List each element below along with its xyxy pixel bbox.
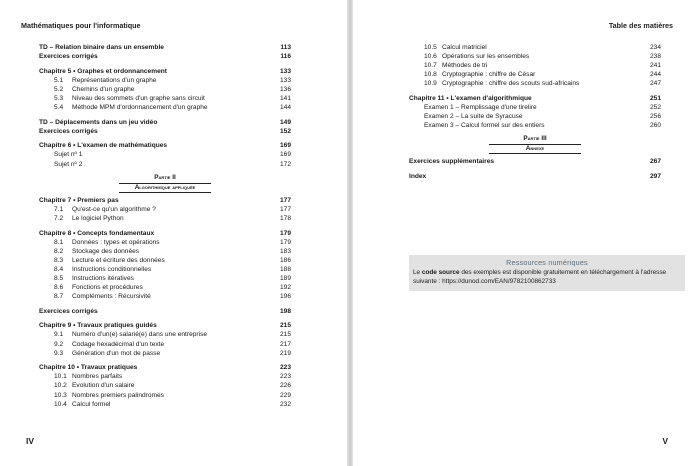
toc-page-number: 256 xyxy=(649,113,661,121)
toc-title xyxy=(54,265,267,274)
toc-page-number: 192 xyxy=(279,284,291,292)
toc-page-number: 188 xyxy=(279,265,291,273)
toc-page-number: 251 xyxy=(649,94,661,102)
toc-title-text: Chapitre 11 • L'examen d'algorithmique xyxy=(409,94,532,102)
toc-subentry xyxy=(409,52,661,61)
page-number: IV xyxy=(26,436,35,446)
toc-title xyxy=(54,256,267,265)
toc-title xyxy=(409,157,637,166)
toc-page-number: 297 xyxy=(649,173,661,181)
toc-page-number: 178 xyxy=(279,214,291,222)
toc-page-number: 215 xyxy=(279,331,291,339)
toc-title xyxy=(424,43,637,52)
toc-title xyxy=(39,67,267,76)
toc-page-number: 198 xyxy=(279,307,291,315)
toc-title xyxy=(54,94,267,103)
toc-title-text: Méthodes de tri xyxy=(442,62,488,70)
toc-section-number: 10.8 xyxy=(424,71,437,79)
toc-title-text: Instructions conditionnelles xyxy=(72,265,152,273)
toc-title-text: Exercices supplémentaires xyxy=(409,158,495,166)
toc-entry xyxy=(39,321,291,330)
toc-entry xyxy=(39,196,291,205)
toc-page-number: 183 xyxy=(279,247,291,255)
toc-subentry xyxy=(39,247,291,256)
toc-section-number: 10.4 xyxy=(54,400,67,408)
toc-title-text: Examen 2 – La suite de Syracuse xyxy=(424,113,523,121)
toc-title-text: Chapitre 6 • L'examen de mathématiques xyxy=(39,142,168,150)
toc-title-text: TD – Déplacements dans un jeu vidéo xyxy=(39,118,158,126)
toc-title-text: Qu'est-ce qu'un algorithme ? xyxy=(72,205,156,213)
toc-section-number: 10.3 xyxy=(54,391,67,399)
toc-section-number: 5.4 xyxy=(54,104,64,112)
toc-title-text: Fonctions et procédures xyxy=(72,284,143,292)
toc-title xyxy=(54,330,267,339)
toc-page-number: 177 xyxy=(279,196,291,204)
toc-page-number: 219 xyxy=(279,349,291,357)
toc-title-text: Examen 3 – Calcul formel sur des entiers xyxy=(424,122,545,130)
toc-title xyxy=(54,274,267,283)
toc-title xyxy=(54,85,267,94)
toc-subentry xyxy=(409,61,661,70)
toc-title xyxy=(54,150,267,159)
toc-title-text: Nombres parfaits xyxy=(72,373,123,381)
toc-page-number: 223 xyxy=(279,364,291,372)
toc-section-number: 10.7 xyxy=(424,62,437,70)
toc-title-text: Cryptographie : chiffre des scouts sud-africains xyxy=(442,80,580,88)
toc-subentry xyxy=(39,265,291,274)
toc-subentry xyxy=(39,103,291,112)
toc-title-text: Examen 1 – Remplissage d'une tirelire xyxy=(424,104,537,112)
toc-title-text: Opérations sur les ensembles xyxy=(442,53,530,61)
toc-page-number: 223 xyxy=(279,373,291,381)
toc-subentry xyxy=(39,391,291,400)
toc-entry xyxy=(39,229,291,238)
toc-page-number: 113 xyxy=(280,44,291,51)
toc-title xyxy=(54,349,267,358)
running-head: Table des matières xyxy=(608,21,673,30)
toc-section-number: 10.9 xyxy=(424,80,437,88)
toc-title-text: Sujet nº 2 xyxy=(54,160,83,168)
resources-box xyxy=(409,255,685,291)
toc-page-number: 260 xyxy=(649,122,661,130)
toc-subentry xyxy=(409,103,661,112)
toc-title xyxy=(54,238,267,247)
toc-title-text: Exercices corrigés xyxy=(39,127,98,135)
page-number: V xyxy=(662,436,668,446)
toc-subentry xyxy=(39,274,291,283)
toc-page-number: 133 xyxy=(279,76,291,84)
toc-title-text: Nombres premiers palindromes xyxy=(72,391,164,399)
toc-title-text: Méthode MPM d'ordonnancement d'un graphe xyxy=(72,104,208,112)
toc-subentry xyxy=(39,150,291,159)
toc-title xyxy=(409,172,637,181)
toc-section-number: 8.6 xyxy=(54,284,64,292)
toc-title xyxy=(54,76,267,85)
toc-title xyxy=(39,52,267,61)
toc-section xyxy=(409,157,661,181)
toc-title xyxy=(424,112,637,121)
toc-title-text: Instructions itératives xyxy=(72,274,134,282)
toc-subentry xyxy=(409,121,661,130)
toc-title-text: Index xyxy=(409,173,427,181)
toc-title-text: Chapitre 7 • Premiers pas xyxy=(39,196,119,204)
toc-title xyxy=(54,292,267,301)
toc-section xyxy=(39,196,291,409)
toc-page-number: 215 xyxy=(279,322,291,330)
toc-subentry xyxy=(409,79,661,88)
toc-section-number: 8.7 xyxy=(54,293,64,301)
toc-subentry xyxy=(39,340,291,349)
toc-subentry xyxy=(39,292,291,301)
toc-title-text: Chemins d'un graphe xyxy=(72,85,135,93)
toc-entry xyxy=(39,127,291,136)
toc-section-number: 8.2 xyxy=(54,247,64,255)
toc-subentry xyxy=(409,70,661,79)
running-head: Mathématiques pour l'informatique xyxy=(21,21,141,30)
toc-page-number: 141 xyxy=(279,94,291,102)
toc-section-number: 5.2 xyxy=(54,85,64,93)
toc-page-number: 217 xyxy=(279,340,291,348)
toc-page-number: 186 xyxy=(279,256,291,264)
toc-section-number: 8.1 xyxy=(54,238,64,246)
toc-title xyxy=(39,141,267,150)
toc-subentry xyxy=(39,349,291,358)
toc-subentry xyxy=(39,400,291,409)
toc-title-text: Représentations d'un graphe xyxy=(72,76,157,84)
resources-title: Ressources numériques xyxy=(506,258,588,267)
part-name: Algorithmique appliquée xyxy=(119,183,211,193)
resources-text-pre: Le xyxy=(413,269,422,276)
toc-page-number: 133 xyxy=(279,67,291,75)
toc-page-number: 177 xyxy=(279,205,291,213)
toc-subentry xyxy=(39,381,291,390)
toc-section-number: 8.3 xyxy=(54,256,64,264)
toc-title xyxy=(54,381,267,390)
toc-page-number: 252 xyxy=(649,104,661,112)
toc-section-number: 9.2 xyxy=(54,340,64,348)
toc-title-text: Calcul matriciel xyxy=(442,44,487,51)
toc-entry xyxy=(39,52,291,61)
toc-entry xyxy=(39,363,291,372)
toc-subentry xyxy=(39,256,291,265)
part-heading xyxy=(39,173,291,193)
toc-title-text: Génération d'un mot de passe xyxy=(72,349,161,357)
toc-page-number: 267 xyxy=(649,158,661,166)
toc-subentry xyxy=(39,205,291,214)
toc-title xyxy=(54,247,267,256)
toc-title xyxy=(424,61,637,70)
toc-title xyxy=(424,103,637,112)
toc-page-number: 247 xyxy=(649,80,661,88)
toc-page-number: 172 xyxy=(279,160,291,168)
toc-page-number: 238 xyxy=(649,53,661,61)
toc-subentry xyxy=(409,112,661,121)
toc-section-number: 8.4 xyxy=(54,265,64,273)
toc-entry xyxy=(409,157,661,166)
toc-title-text: Stockage des données xyxy=(72,247,140,255)
toc-title-text: Cryptographie : chiffre de César xyxy=(442,71,536,79)
toc-title xyxy=(424,121,637,130)
toc-page-number: 144 xyxy=(279,104,291,112)
toc-subentry xyxy=(39,214,291,223)
part-heading xyxy=(409,134,661,154)
toc-title-text: Chapitre 9 • Travaux pratiques guidés xyxy=(39,322,157,330)
toc-title-text: TD – Relation binaire dans un ensemble xyxy=(39,44,164,51)
toc-section-number: 10.6 xyxy=(424,53,437,61)
toc-title-text: Calcul formel xyxy=(72,400,111,408)
toc-subentry xyxy=(39,94,291,103)
toc-section-number: 5.3 xyxy=(54,94,64,102)
part-name: Annexe xyxy=(489,144,581,154)
right-page xyxy=(353,0,700,466)
toc-page-number: 196 xyxy=(279,293,291,301)
toc-title-text: Exercices corrigés xyxy=(39,53,98,61)
toc-section-number: 7.2 xyxy=(54,214,64,222)
toc-title xyxy=(39,229,267,238)
toc-title xyxy=(424,70,637,79)
toc-page-number: 152 xyxy=(279,127,291,135)
toc-title-text: Lecture et écriture des données xyxy=(72,256,165,264)
toc-subentry xyxy=(39,330,291,339)
toc-title xyxy=(54,372,267,381)
toc-entry xyxy=(39,67,291,76)
toc-page-number: 136 xyxy=(279,85,291,93)
toc-title-text: Chapitre 8 • Concepts fondamentaux xyxy=(39,229,155,237)
table-of-contents xyxy=(39,43,291,409)
toc-title xyxy=(39,43,267,52)
toc-title xyxy=(39,196,267,205)
resources-text xyxy=(409,267,685,286)
toc-subentry xyxy=(39,283,291,292)
toc-title-text: Compléments : Récursivité xyxy=(72,293,151,301)
resources-text-post: des exemples est disponible gratuitement en téléchargement à l'adresse suivante : https://dunod.com/EAN/9782100862733 xyxy=(413,269,667,285)
toc-section-number: 10.5 xyxy=(424,44,437,51)
toc-section-number: 9.1 xyxy=(54,331,64,339)
toc-entry xyxy=(39,43,291,52)
toc-title xyxy=(54,391,267,400)
toc-title xyxy=(409,94,637,103)
toc-page-number: 226 xyxy=(279,382,291,390)
toc-title xyxy=(54,340,267,349)
toc-title-text: Codage hexadécimal d'un texte xyxy=(72,340,165,348)
toc-title-text: Sujet nº 1 xyxy=(54,151,83,159)
toc-title-text: Exercices corrigés xyxy=(39,307,98,315)
left-page xyxy=(0,0,347,466)
toc-page-number: 169 xyxy=(279,151,291,159)
toc-title-text: Chapitre 10 • Travaux pratiques xyxy=(39,364,138,372)
toc-page-number: 116 xyxy=(280,53,291,61)
toc-page-number: 241 xyxy=(649,62,661,70)
toc-title xyxy=(424,79,637,88)
toc-title-text: Evolution d'un salaire xyxy=(72,382,135,390)
toc-page-number: 232 xyxy=(279,400,291,408)
toc-title-text: Chapitre 5 • Graphes et ordonnancement xyxy=(39,67,167,75)
toc-title xyxy=(39,363,267,372)
toc-section xyxy=(39,43,291,169)
toc-title-text: Numéro d'un(e) salarié(e) dans une entreprise xyxy=(72,331,208,339)
toc-section-number: 9.3 xyxy=(54,349,64,357)
toc-title xyxy=(54,283,267,292)
resources-text-bold: code source xyxy=(421,269,460,276)
toc-subentry xyxy=(39,85,291,94)
toc-page-number: 149 xyxy=(279,118,291,126)
toc-entry xyxy=(39,307,291,316)
toc-subentry xyxy=(39,160,291,169)
toc-title xyxy=(54,214,267,223)
toc-section-number: 5.1 xyxy=(54,76,64,84)
toc-title xyxy=(54,160,267,169)
toc-title xyxy=(39,118,267,127)
toc-section xyxy=(409,43,661,130)
toc-title xyxy=(54,400,267,409)
toc-entry xyxy=(409,172,661,181)
part-label: Partie III xyxy=(523,135,547,143)
toc-title xyxy=(39,127,267,136)
toc-section-number: 8.5 xyxy=(54,274,64,282)
toc-subentry xyxy=(39,238,291,247)
toc-page-number: 179 xyxy=(279,238,291,246)
toc-page-number: 244 xyxy=(649,71,661,79)
toc-subentry xyxy=(409,43,661,52)
toc-entry xyxy=(39,118,291,127)
toc-title xyxy=(39,307,267,316)
toc-section-number: 10.1 xyxy=(54,373,67,381)
part-label: Partie II xyxy=(154,173,176,181)
toc-subentry xyxy=(39,372,291,381)
toc-title xyxy=(39,321,267,330)
toc-page-number: 169 xyxy=(279,142,291,150)
toc-section-number: 7.1 xyxy=(54,205,64,213)
toc-page-number: 234 xyxy=(649,44,661,51)
toc-title xyxy=(54,103,267,112)
toc-entry xyxy=(409,94,661,103)
toc-page-number: 179 xyxy=(279,229,291,237)
toc-entry xyxy=(39,141,291,150)
toc-title-text: Niveau des sommets d'un graphe sans circuit xyxy=(72,94,205,102)
toc-subentry xyxy=(39,76,291,85)
toc-page-number: 229 xyxy=(279,391,291,399)
toc-title xyxy=(424,52,637,61)
toc-title xyxy=(54,205,267,214)
toc-page-number: 189 xyxy=(279,274,291,282)
table-of-contents xyxy=(409,43,661,181)
toc-title-text: Le logiciel Python xyxy=(72,214,124,222)
toc-section-number: 10.2 xyxy=(54,382,67,390)
toc-title-text: Données : types et opérations xyxy=(72,238,160,246)
